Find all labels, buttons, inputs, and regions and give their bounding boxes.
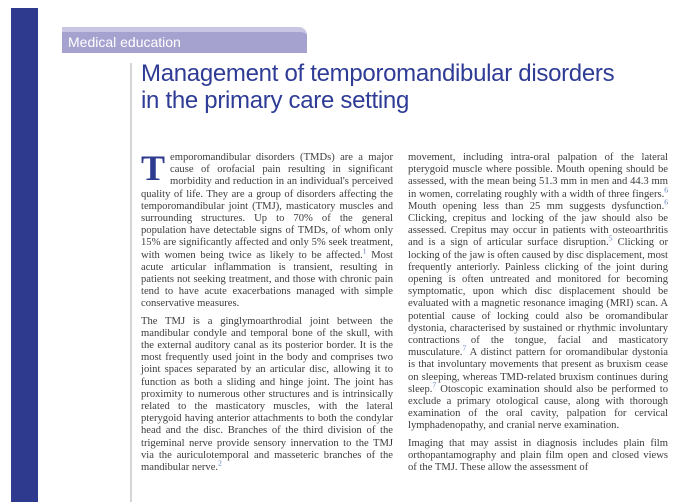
- body-paragraph: Temporomandibular disorders (TMDs) are a major cause of orofacial pain resulting in significant morbidity and reduction in an individual's perceived quality of life. They are a group of disorders affecting the temporomandibular joint (TMJ), masticatory muscles and surrounding structures. Up to 70% of the general population have detectable signs of TMDs, of whom only 15% are significantly affected and only 5% seek treatment, with women being twice as likely to be affected.$^1$ Most acute articular inflammation is transient, resulting in patients not seeking treatment, and those with chronic pain tend to have acute exacerbations managed with simple conservative measures.: [141, 148, 394, 310]
- section-banner-label: Medical education: [68, 34, 181, 50]
- reference-superscript: 5: [608, 233, 613, 243]
- left-accent-bar: [11, 8, 38, 502]
- body-column-right: [408, 152, 668, 479]
- article-title-line-1: Management of temporomandibular disorders: [141, 60, 615, 87]
- drop-cap: T: [141, 148, 166, 188]
- article-title: [141, 60, 614, 114]
- reference-superscript: 7: [432, 380, 437, 390]
- section-banner: [62, 27, 307, 53]
- body-paragraph: movement, including intra-oral palpation of the lateral pterygoid muscle where possible. Mouth opening should be assessed, with the mean being 51.3 mm in men and 44.3 mm in women, correlating roughly with a width of three fingers.$^6$ Mouth opening less than 25 mm suggests dysfunction.$^6$ Clicking, crepitus and locking of the jaw should also be assessed. Crepitus may occur in patients with osteoarthritis and is a sign of articular surface disruption.$^5$ Clicking or locking of the jaw is often caused by disc displacement, most frequently anteriorly. Painless clicking of the joint during opening is often untreated and monitored for becoming symptomatic, upon which disc displacement should be evaluated with a magnetic resonance imaging (MRI) scan. A potential cause of locking could also be oromandibular dystonia, characterised by sustained or rhythmic involuntary contractions of the tongue, facial and masticatory musculature.$^7$ A distinct pattern for oromandibular dystonia is that involuntary movements that present as bruxism cease on sleeping, whereas TMD-related bruxism continues during sleep.$^7$ Otoscopic examination should also be performed to exclude a primary otological cause, along with thorough examination of the oral cavity, palpation for cervical lymphadenopathy, and cranial nerve examination.: [408, 152, 668, 432]
- article-title-line-2: in the primary care setting: [141, 87, 410, 114]
- reference-superscript: 2: [218, 458, 222, 468]
- body-paragraph: The TMJ is a ginglymoarthrodial joint between the mandibular condyle and temporal bone of the skull, with the external auditory canal as its posterior border. It is the most frequently used joint in the body and comprises two joint spaces separated by an articular disc, allowing it to function as both a sliding and hinge joint. The joint has proximity to numerous other structures and is intrinsically related to the masticatory muscles, with the lateral pterygoid having anterior attachments to both the condylar head and the disc. Branches of the third division of the trigeminal nerve provide sensory innervation to the TMJ via the auriculotemporal and masseteric branches of the mandibular nerve.$^2$: [141, 315, 393, 474]
- body-column-left: [141, 148, 394, 479]
- reference-superscript: 7: [462, 343, 467, 353]
- reference-superscript: 1: [362, 246, 367, 256]
- body-paragraph: Imaging that may assist in diagnosis includes plain film orthopantamography and plain film open and closed views of the TMJ. These allow the assessment of: [408, 437, 668, 474]
- reference-superscript: 6: [664, 197, 668, 207]
- reference-superscript: 6: [664, 185, 668, 195]
- title-vertical-rule: [130, 63, 132, 502]
